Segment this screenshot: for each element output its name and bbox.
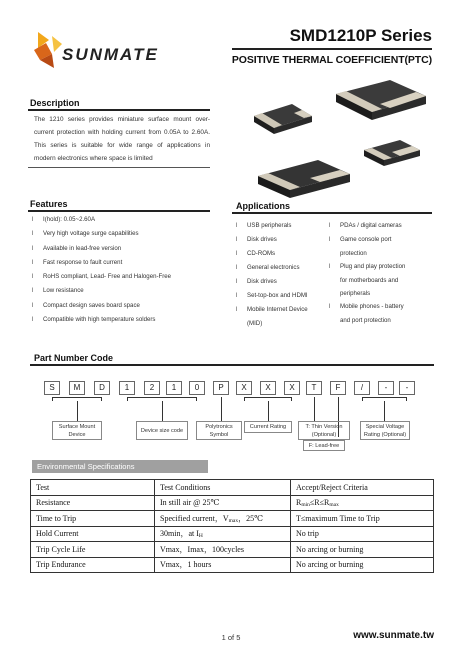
code-char-box: X <box>260 381 276 395</box>
features-rule <box>28 210 210 212</box>
bullet-icon: l <box>32 302 34 309</box>
code-char-box: 1 <box>166 381 182 395</box>
table-row <box>31 542 434 558</box>
code-leader-line <box>314 397 315 421</box>
description-heading: Description <box>30 98 80 108</box>
application-item: l PDAs / digital cameras <box>329 222 402 229</box>
application-item: l Plug and play protection <box>329 263 406 270</box>
code-char-box: - <box>399 381 415 395</box>
application-item: l CD-ROMs <box>236 250 276 257</box>
label-thin-version: T: Thin Version (Optional) <box>298 421 350 440</box>
table-cell: No arcing or burning <box>291 557 434 573</box>
code-char-box: 0 <box>189 381 205 395</box>
application-item: l Set-top-box and HDMI <box>236 292 308 299</box>
svg-text:SUNMATE: SUNMATE <box>62 45 159 64</box>
label-lead-free: F: Lead-free <box>303 440 345 451</box>
feature-item: l Compatible with high temperature solders <box>32 313 216 327</box>
table-row <box>31 526 434 542</box>
application-item: l Disk drives <box>236 278 277 285</box>
label-special-voltage: Special Voltage Rating (Optional) <box>360 421 410 440</box>
code-leader-line <box>268 401 269 421</box>
label-device-size: Device size code <box>136 421 188 440</box>
environmental-table <box>30 479 434 573</box>
table-cell: Vmax，1 hours <box>155 557 291 573</box>
application-item-continued: and port protection <box>340 317 391 324</box>
applications-column-2 <box>329 219 429 327</box>
label-current-rating: Current Rating <box>244 421 292 433</box>
code-char-box: D <box>94 381 110 395</box>
table-cell: T≤maximum Time to Trip <box>291 511 434 527</box>
label-polytronics: Polytronics Symbol <box>196 421 242 440</box>
sunmate-logo <box>24 26 184 78</box>
table-row <box>31 480 434 496</box>
application-item: l Mobile Internet Device <box>236 306 308 313</box>
features-list <box>32 213 216 327</box>
label-surface-mount: Surface Mount Device <box>52 421 102 440</box>
ptc-components-image <box>240 80 440 210</box>
bullet-icon: l <box>32 274 34 281</box>
code-leader-line <box>221 397 222 421</box>
part-number-heading: Part Number Code <box>34 353 114 363</box>
table-cell: In still air @ 25℃ <box>155 495 291 511</box>
website-link[interactable]: www.sunmate.tw <box>353 630 434 641</box>
table-cell: Accept/Reject Criteria <box>291 480 434 496</box>
table-cell: Vmax，Imax，100cycles <box>155 542 291 558</box>
code-char-box: 2 <box>144 381 160 395</box>
applications-heading: Applications <box>236 201 291 211</box>
table-cell: No arcing or burning <box>291 542 434 558</box>
bullet-icon: l <box>32 259 34 266</box>
bullet-icon: l <box>32 288 34 295</box>
feature-item: l I(hold): 0.05~2.60A <box>32 213 216 227</box>
table-cell: 30min，at IH <box>155 526 291 542</box>
applications-column-1 <box>236 219 328 330</box>
bullet-icon: l <box>32 245 34 252</box>
description-rule-bottom <box>28 167 210 168</box>
table-cell: Trip Endurance <box>31 557 155 573</box>
code-char-box: X <box>284 381 300 395</box>
page-number: 1 of 5 <box>221 633 241 642</box>
feature-item: l Very high voltage surge capabilities <box>32 227 216 241</box>
feature-item: l Low resistance <box>32 284 216 298</box>
application-item-continued: for motherboards and <box>340 277 399 284</box>
code-char-box: P <box>213 381 229 395</box>
part-number-rule <box>30 364 434 366</box>
ptc-subtitle: POSITIVE THERMAL COEFFICIENT(PTC) <box>231 54 432 66</box>
code-leader-line <box>384 401 385 421</box>
code-leader-line <box>77 401 78 421</box>
description-text: The 1210 series provides miniature surface mount over-current protection with holding current from 0.05A to 2.60A. This series is suitable for wide range of applications in modern electronics where space is limited <box>34 116 210 162</box>
feature-item: l RoHS compliant, Lead- Free and Halogen-Free <box>32 270 216 284</box>
description-rule <box>28 109 210 111</box>
table-row <box>31 557 434 573</box>
application-item-continued: (MID) <box>247 320 263 327</box>
table-cell: Hold Current <box>31 526 155 542</box>
series-title: SMD1210P Series <box>289 26 432 45</box>
feature-item: l Available in lead-free version <box>32 242 216 256</box>
table-cell: Specified current，Vmax，25℃ <box>155 511 291 527</box>
code-char-box: - <box>378 381 394 395</box>
application-item: l Mobile phones - battery <box>329 303 404 310</box>
feature-item: l Fast response to fault current <box>32 256 216 270</box>
bullet-icon: l <box>32 317 34 324</box>
table-cell: Rmin≤R≤Rmax <box>291 495 434 511</box>
application-item: l Game console port <box>329 236 392 243</box>
code-char-box: T <box>306 381 322 395</box>
applications-rule <box>232 212 432 214</box>
header-divider <box>232 48 432 50</box>
code-char-box: S <box>44 381 60 395</box>
table-cell: Resistance <box>31 495 155 511</box>
application-item-continued: protection <box>340 250 367 257</box>
table-cell: Time to Trip <box>31 511 155 527</box>
table-cell: No trip <box>291 526 434 542</box>
features-heading: Features <box>30 199 68 209</box>
code-char-box: X <box>236 381 252 395</box>
table-row <box>31 511 434 527</box>
environmental-heading: Environmental Specifications <box>32 460 208 473</box>
code-leader-line <box>162 401 163 421</box>
code-char-box: 1 <box>119 381 135 395</box>
table-cell: Trip Cycle Life <box>31 542 155 558</box>
table-cell: Test <box>31 480 155 496</box>
feature-item: l Compact design saves board space <box>32 299 216 313</box>
code-char-box: F <box>330 381 346 395</box>
application-item: l Disk drives <box>236 236 277 243</box>
bullet-icon: l <box>32 231 34 238</box>
bullet-icon: l <box>32 217 34 223</box>
application-item-continued: peripherals <box>340 290 371 297</box>
application-item: l USB peripherals <box>236 222 292 229</box>
table-row <box>31 495 434 511</box>
application-item: l General electronics <box>236 264 300 271</box>
code-char-box: / <box>354 381 370 395</box>
table-cell: Test Conditions <box>155 480 291 496</box>
code-char-box: M <box>69 381 85 395</box>
